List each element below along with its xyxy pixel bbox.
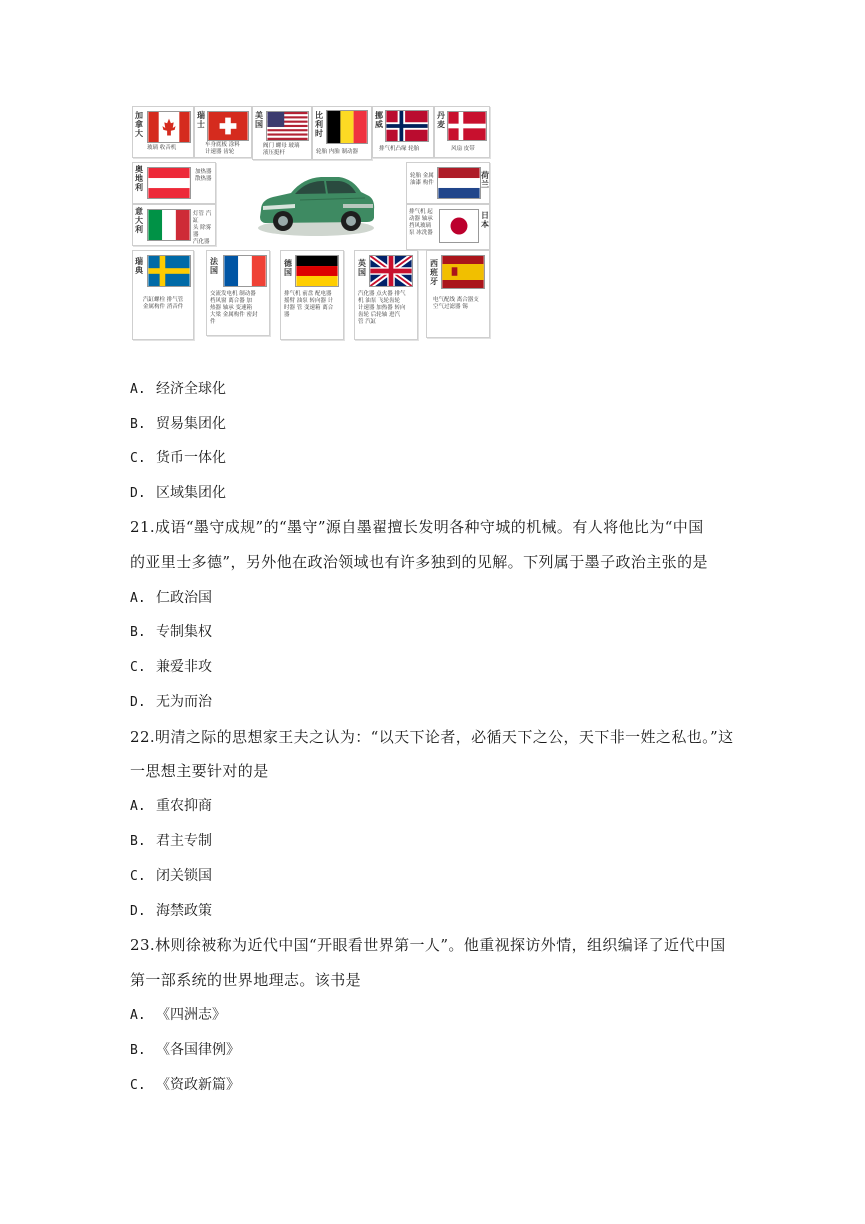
country-name: 西 班 牙 [430, 259, 438, 286]
parts-list: 轮胎 金属 油漆 构件 [410, 173, 434, 186]
spain-flag-icon [441, 255, 485, 289]
italy-flag-icon [147, 209, 191, 241]
netherlands-flag-icon [437, 167, 481, 199]
q22-option-c: C. 闭关锁国 [130, 868, 212, 884]
q23-option-b: B. 《各国律例》 [130, 1042, 240, 1058]
parts-list: 玻璃 收音机 [147, 145, 177, 151]
q21-option-d: D. 无为而治 [130, 694, 212, 710]
germany-flag-icon [295, 255, 339, 287]
card-japan [406, 204, 490, 250]
country-name: 法 国 [210, 257, 218, 275]
q21-option-c: C. 兼爱非攻 [130, 659, 212, 675]
parts-list: 排气机 前盘 配电器 摇臂 油泵 转向器 计 时器 管 变速箱 离合 器 [284, 291, 334, 318]
card-germany [280, 250, 344, 340]
q22-option-b: B. 君主专制 [130, 833, 212, 849]
parts-list: 车身底板 涂料 计速器 齿轮 [205, 142, 240, 155]
country-name: 比 利 时 [315, 111, 323, 138]
country-name: 奥 地 利 [135, 165, 143, 192]
usa-flag-icon [266, 111, 309, 141]
parts-list: 排气机凸缘 轮胎 [379, 146, 420, 152]
parts-list: 轮胎 内胎 制动器 [316, 149, 358, 155]
q23-stem-line2: 第一部系统的世界地理志。该书是 [130, 971, 362, 989]
japan-flag-icon [439, 209, 479, 243]
parts-list: 排气机 起 动器 轴承 挡风玻璃 泵 冰洗器 [409, 209, 433, 236]
q23-option-c: C. 《资政新篇》 [130, 1077, 240, 1093]
q20-option-a: A. 经济全球化 [130, 381, 226, 397]
country-name: 日 本 [481, 211, 489, 229]
parts-list: 汽化器 点火器 排气 机 油泵 飞轮齿轮 计速器 加热器 转向 齿轮 后轮轴 进汽 管 汽缸 [358, 291, 406, 325]
parts-list: 汽缸螺栓 排气管 金属构件 消音件 [143, 297, 184, 310]
uk-flag-icon [369, 255, 413, 287]
green-sedan-car-icon [255, 166, 377, 238]
card-canada [132, 106, 194, 158]
country-name: 意 大 利 [135, 207, 143, 234]
card-belgium [312, 106, 372, 160]
card-norway [372, 106, 434, 158]
q20-option-c: C. 货币一体化 [130, 450, 226, 466]
country-name: 加 拿 大 [135, 111, 143, 138]
country-name: 英 国 [358, 259, 366, 277]
card-netherlands [406, 162, 490, 204]
q21-option-b: B. 专制集权 [130, 624, 212, 640]
q21-option-a: A. 仁政治国 [130, 590, 212, 606]
country-name: 瑞 典 [135, 257, 143, 275]
q20-option-d: D. 区域集团化 [130, 485, 226, 501]
country-name: 丹 麦 [437, 111, 445, 129]
q21-stem-line1: 21.成语“墨守成规”的“墨守”源自墨翟擅长发明各种守城的机械。有人将他比为“中国 [130, 518, 704, 536]
card-france [206, 250, 270, 336]
card-sweden [132, 250, 194, 340]
q22-option-d: D. 海禁政策 [130, 903, 212, 919]
france-flag-icon [223, 255, 267, 287]
country-name: 挪 威 [375, 111, 383, 129]
auto-parts-flags-figure [130, 104, 490, 338]
card-usa [252, 106, 312, 160]
q22-stem-line2: 一思想主要针对的是 [130, 762, 269, 780]
q21-stem-line2: 的亚里士多德”，另外他在政治领域也有许多独到的见解。下列属于墨子政治主张的是 [130, 553, 708, 571]
parts-list: 灯管 汽缸 头 除雾器 汽化器 [193, 211, 212, 245]
denmark-flag-icon [447, 111, 487, 141]
country-name: 瑞 士 [197, 111, 205, 129]
parts-list: 阀门 螺母 玻璃 液压挺杆 [263, 143, 300, 156]
canada-flag-icon [147, 111, 191, 143]
card-spain [426, 250, 490, 338]
q23-option-a: A. 《四洲志》 [130, 1007, 226, 1023]
country-name: 美 国 [255, 111, 263, 129]
country-name: 荷 兰 [481, 171, 489, 189]
card-austria [132, 162, 216, 204]
parts-list: 电气配线 离合器支 空气过滤器 锡 [433, 297, 479, 310]
austria-flag-icon [147, 167, 191, 199]
sweden-flag-icon [147, 255, 191, 287]
q23-stem-line1: 23.林则徐被称为近代中国“开眼看世界第一人”。他重视探访外情，组织编译了近代中国 [130, 936, 726, 954]
country-name: 德 国 [284, 259, 292, 277]
switzerland-flag-icon [207, 111, 249, 141]
card-denmark [434, 106, 490, 158]
norway-flag-icon [385, 110, 429, 142]
q20-option-b: B. 贸易集团化 [130, 416, 226, 432]
belgium-flag-icon [326, 110, 368, 144]
q22-stem-line1: 22.明清之际的思想家王夫之认为：“以天下论者，必循天下之公，天下非一姓之私也。”这 [130, 728, 734, 746]
card-uk [354, 250, 418, 340]
parts-list: 交流发电机 制动器 档风窗 离合器 加 热器 轴承 变速箱 大梁 金属构件 密封 件 [210, 291, 258, 325]
card-switzerland [194, 106, 252, 158]
card-italy [132, 204, 216, 246]
parts-list: 风扇 皮带 [451, 146, 475, 152]
parts-list: 加热器 散热器 [195, 169, 212, 182]
q22-option-a: A. 重农抑商 [130, 798, 212, 814]
